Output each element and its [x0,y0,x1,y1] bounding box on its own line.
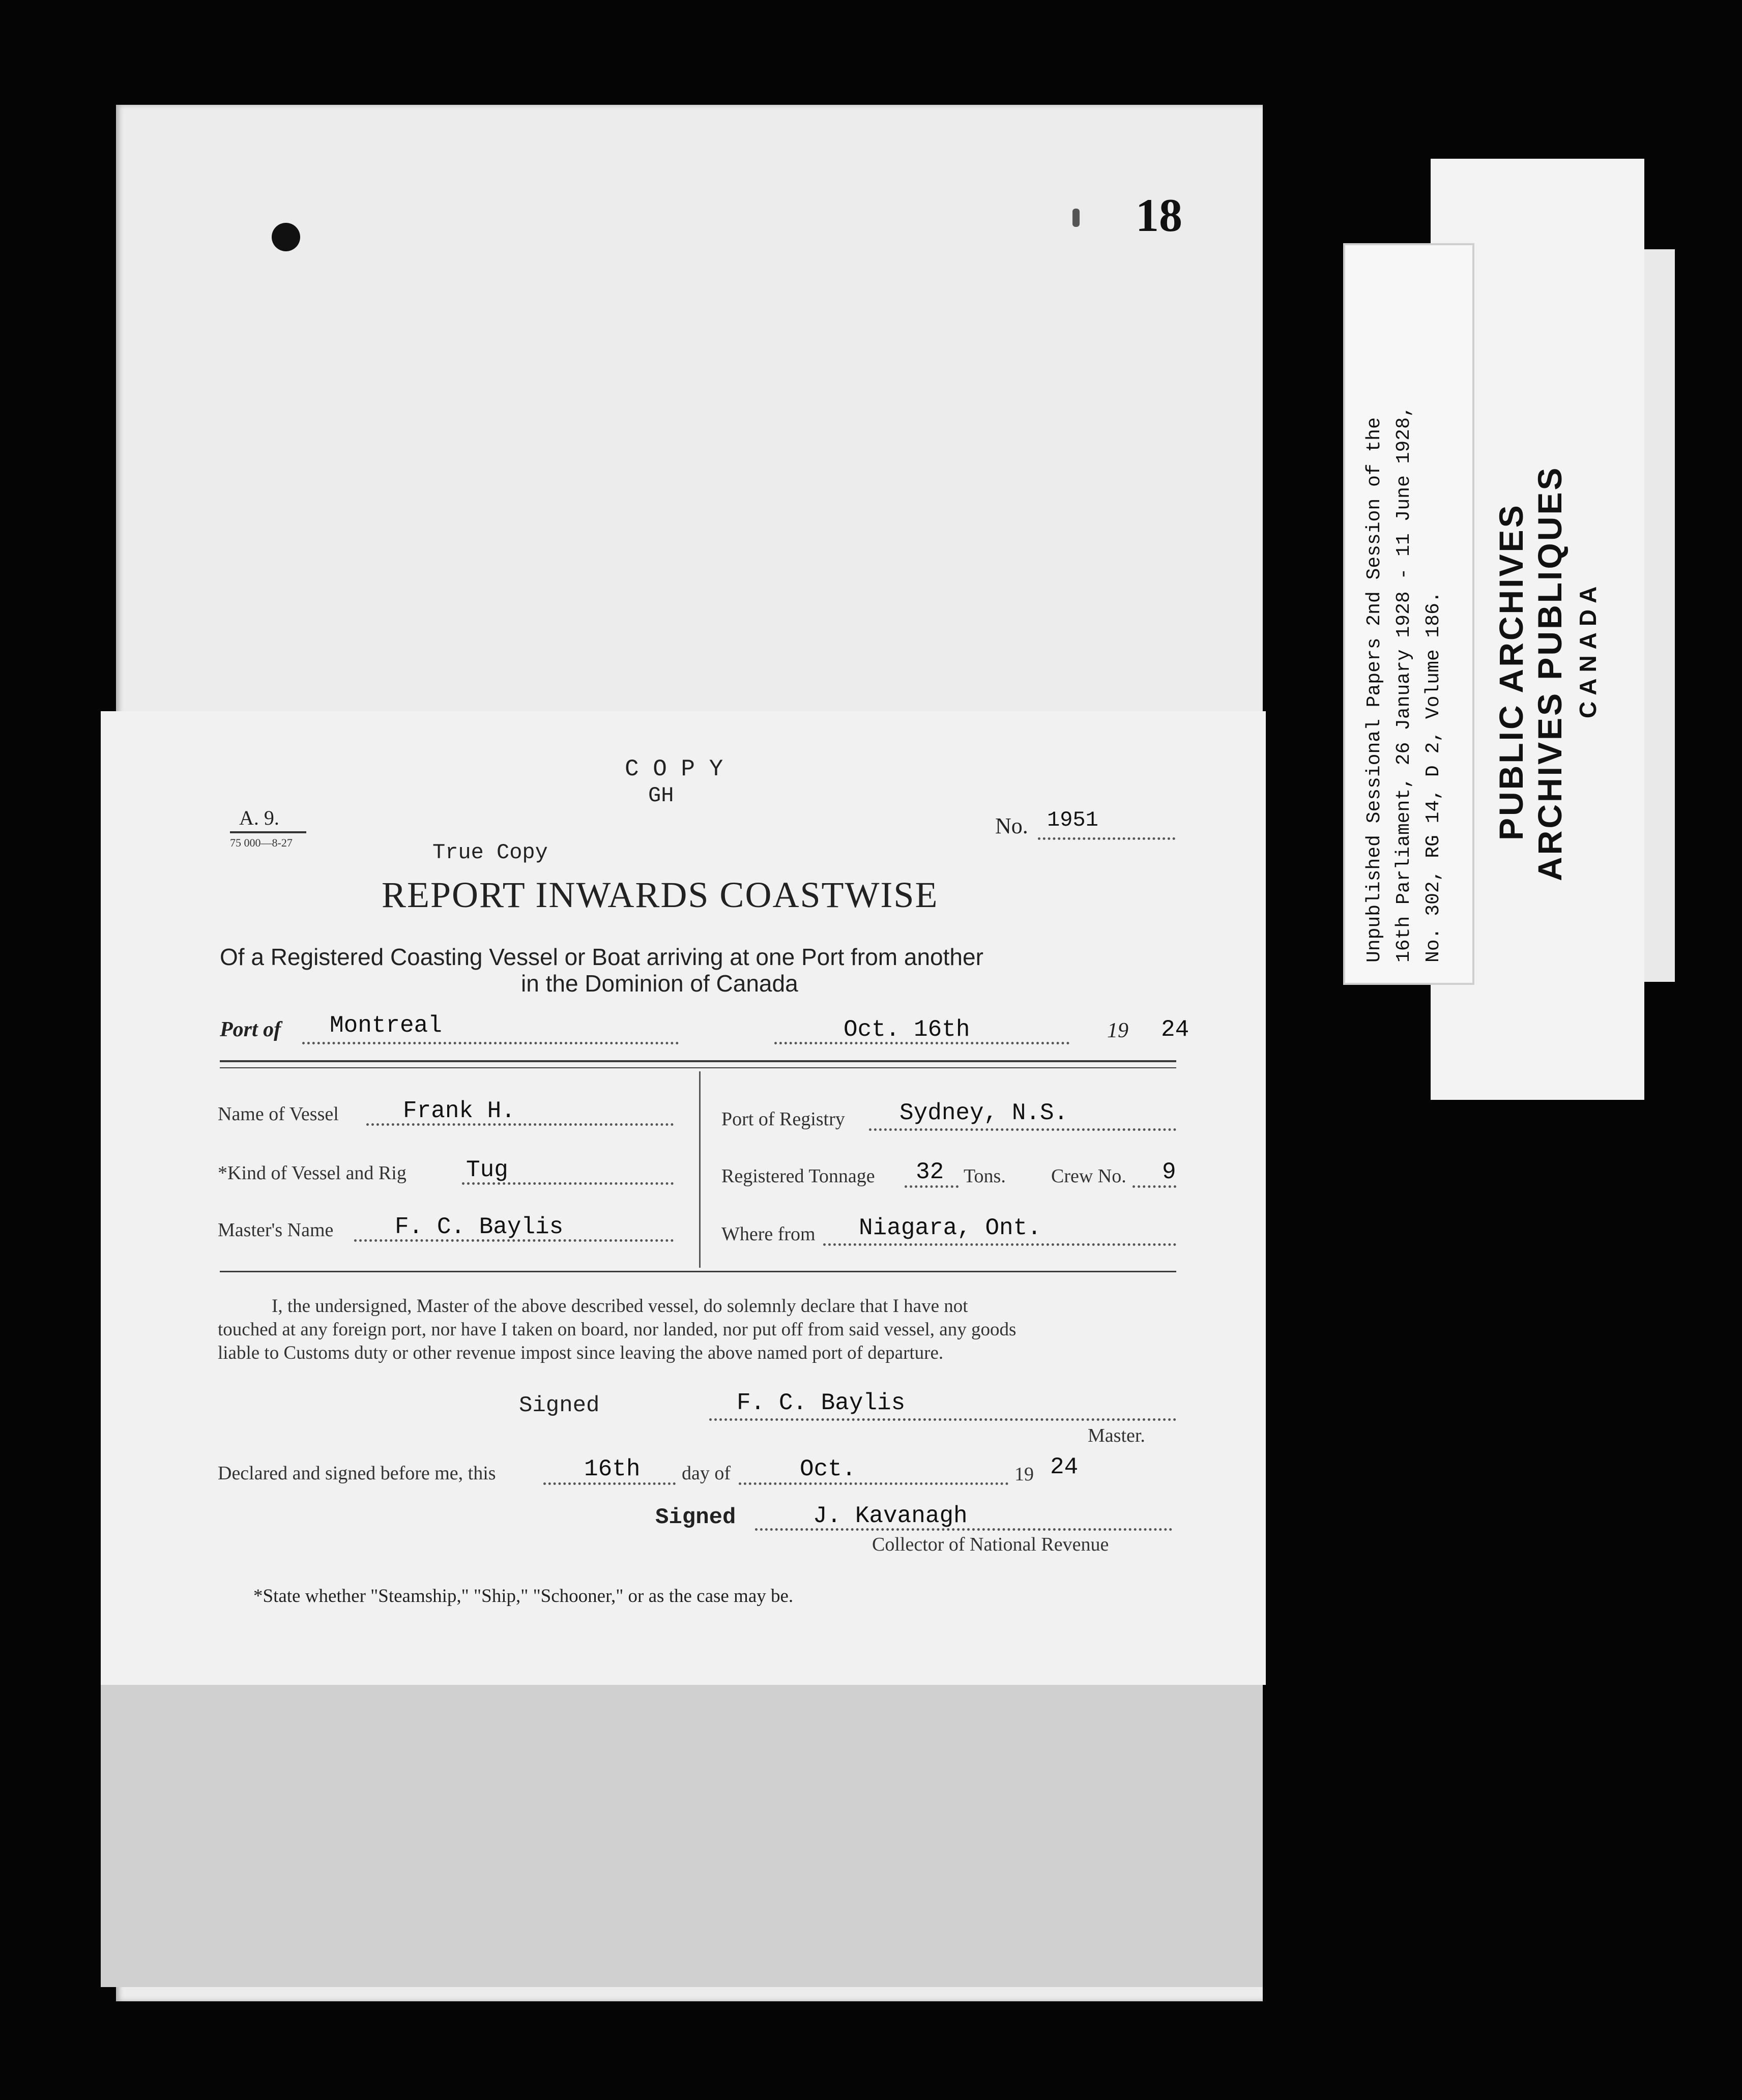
year-prefix: 19 [1107,1019,1128,1042]
archive-line2: 16th Parliament, 26 January 1928 - 11 June 1928, [1393,405,1415,962]
port-of-value: Montreal [330,1012,442,1039]
copy-heading: C O P Y [625,756,723,782]
declaration-line1: I, the undersigned, Master of the above described vessel, do solemnly declare that I have not [272,1296,968,1317]
archive-line3: No. 302, RG 14, D 2, Volume 186. [1422,591,1444,962]
archive-stamp-line3: CANADA [1575,580,1601,718]
master-signature: F. C. Baylis [737,1390,906,1416]
footnote: *State whether "Steamship," "Ship," "Schooner," or as the case may be. [253,1586,794,1607]
report-form [101,711,1266,1685]
crew-leader [1133,1185,1176,1188]
archive-label-stripe [1644,249,1675,982]
number-leader [1038,837,1175,840]
subtitle-line1: Of a Registered Coasting Vessel or Boat arriving at one Port from another [220,944,983,970]
master-signature-leader [709,1418,1176,1421]
master-label: Master's Name [218,1219,334,1241]
archive-label-inner [1343,243,1474,985]
port-of-leader [302,1042,679,1044]
kind-value: Tug [466,1157,508,1183]
declaration-line3: liable to Customs duty or other revenue impost since leaving the above named port of departure. [218,1343,944,1363]
signed-label: Signed [519,1393,600,1418]
kind-leader [462,1182,674,1185]
top-rule-2 [220,1067,1176,1068]
archive-stamp-line1: PUBLIC ARCHIVES [1492,503,1530,840]
registry-leader [869,1128,1176,1131]
archive-stamp-line2: ARCHIVES PUBLIQUES [1531,465,1569,881]
ink-mark [1072,209,1080,227]
registry-value: Sydney, N.S. [899,1100,1068,1126]
declared-label: Declared and signed before me, this [218,1463,496,1484]
fields-bottom-rule [220,1271,1176,1272]
master-caption: Master. [1088,1425,1145,1446]
vessel-name-value: Frank H. [403,1098,515,1124]
collector-signature: J. Kavanagh [813,1503,968,1529]
year-suffix: 24 [1161,1016,1189,1043]
declared-year-prefix: 19 [1014,1464,1034,1485]
top-rule-1 [220,1060,1176,1062]
master-leader [354,1239,674,1242]
tonnage-label: Registered Tonnage [721,1165,875,1187]
crew-label: Crew No. [1051,1165,1126,1187]
declared-day: 16th [584,1456,641,1482]
where-from-label: Where from [721,1223,816,1245]
master-value: F. C. Baylis [395,1214,564,1240]
page-number: 18 [1136,189,1182,241]
collector-caption: Collector of National Revenue [872,1534,1109,1555]
form-code: A. 9. [239,806,279,829]
declared-year-suffix: 24 [1050,1454,1079,1480]
port-of-label: Port of [220,1018,281,1041]
tonnage-value: 32 [916,1159,944,1185]
day-of-label: day of [682,1463,731,1484]
true-copy: True Copy [432,840,548,865]
where-from-value: Niagara, Ont. [859,1215,1041,1241]
number-value: 1951 [1047,808,1098,832]
subtitle-line2: in the Dominion of Canada [521,970,798,997]
kind-label: *Kind of Vessel and Rig [218,1162,407,1184]
declared-month-leader [739,1482,1008,1485]
where-from-leader [823,1243,1176,1246]
declaration-line2: touched at any foreign port, nor have I taken on board, nor landed, nor put off from said vessel, any goods [218,1319,1017,1340]
declared-day-leader [543,1482,676,1485]
vessel-name-label: Name of Vessel [218,1103,339,1125]
back-sheet-lower [101,1684,1263,1987]
number-label: No. [995,813,1028,838]
collector-signature-leader [755,1528,1172,1531]
date-leader [774,1042,1069,1044]
tonnage-leader [905,1185,959,1188]
vessel-name-leader [366,1123,674,1126]
archive-line1: Unpublished Sessional Papers 2nd Session of the [1363,417,1385,962]
tons-label: Tons. [964,1165,1006,1187]
declared-month: Oct. [800,1456,856,1482]
registry-label: Port of Registry [721,1109,845,1130]
crew-value: 9 [1162,1159,1176,1185]
form-title: REPORT INWARDS COASTWISE [382,874,939,915]
date-value: Oct. 16th [844,1016,970,1043]
print-code: 75 000—8-27 [230,836,293,849]
punch-hole [272,223,300,251]
copy-initials: GH [648,783,674,808]
collector-signed-label: Signed [655,1505,736,1530]
column-divider [699,1071,701,1268]
form-code-rule [230,831,306,833]
